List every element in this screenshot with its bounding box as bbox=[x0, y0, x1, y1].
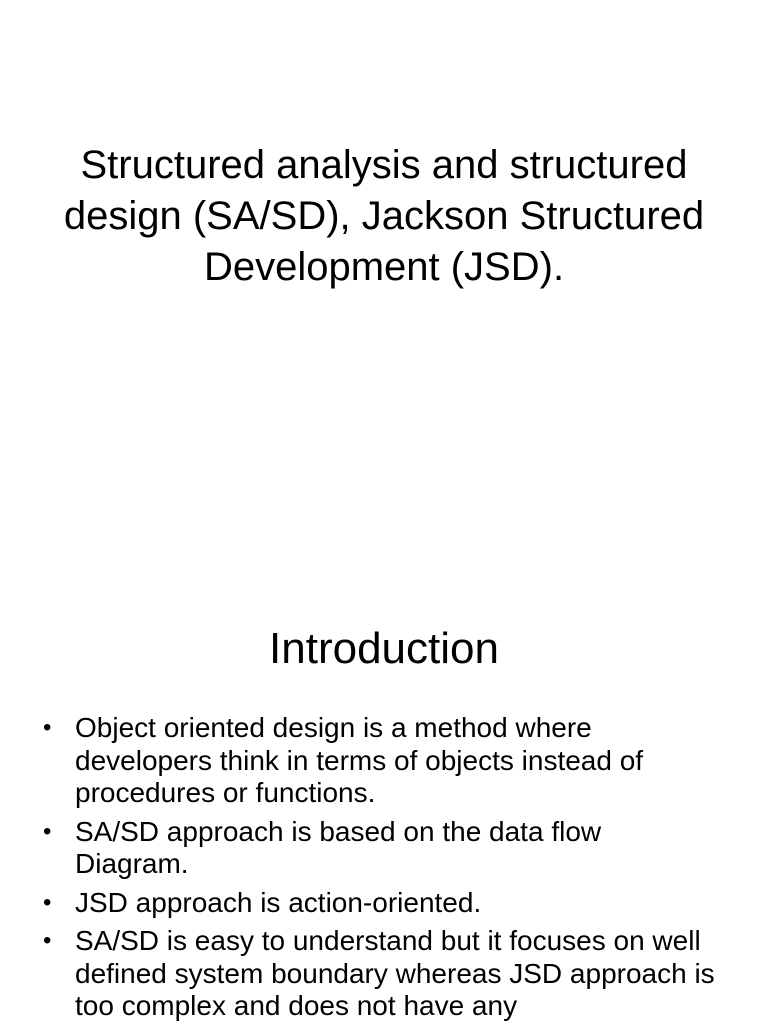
section-heading: Introduction bbox=[269, 624, 499, 673]
bullet-icon: • bbox=[43, 817, 52, 845]
bullet-icon: • bbox=[43, 888, 52, 916]
bullet-item bbox=[40, 925, 720, 1023]
bullet-text: SA/SD approach is based on the data flow Diagram. bbox=[75, 815, 602, 879]
bullet-list bbox=[40, 712, 720, 1024]
bullet-text: JSD approach is action-oriented. bbox=[75, 886, 482, 918]
slide-title: Structured analysis and structured design (SA/SD), Jackson Structured Development (JSD). bbox=[63, 143, 705, 289]
bullet-text: SA/SD is easy to understand but it focuses on well defined system boundary whereas JSD approach is too complex and does not have any bbox=[75, 925, 715, 1021]
bullet-item bbox=[40, 816, 720, 881]
bullet-item bbox=[40, 887, 720, 920]
bullet-item bbox=[40, 712, 720, 810]
bullet-text: Object oriented design is a method where developers think in terms of objects instead of procedures or functions. bbox=[75, 712, 644, 808]
slide-introduction bbox=[0, 576, 768, 1024]
bullet-icon: • bbox=[43, 714, 52, 741]
bullet-icon: • bbox=[43, 927, 52, 954]
